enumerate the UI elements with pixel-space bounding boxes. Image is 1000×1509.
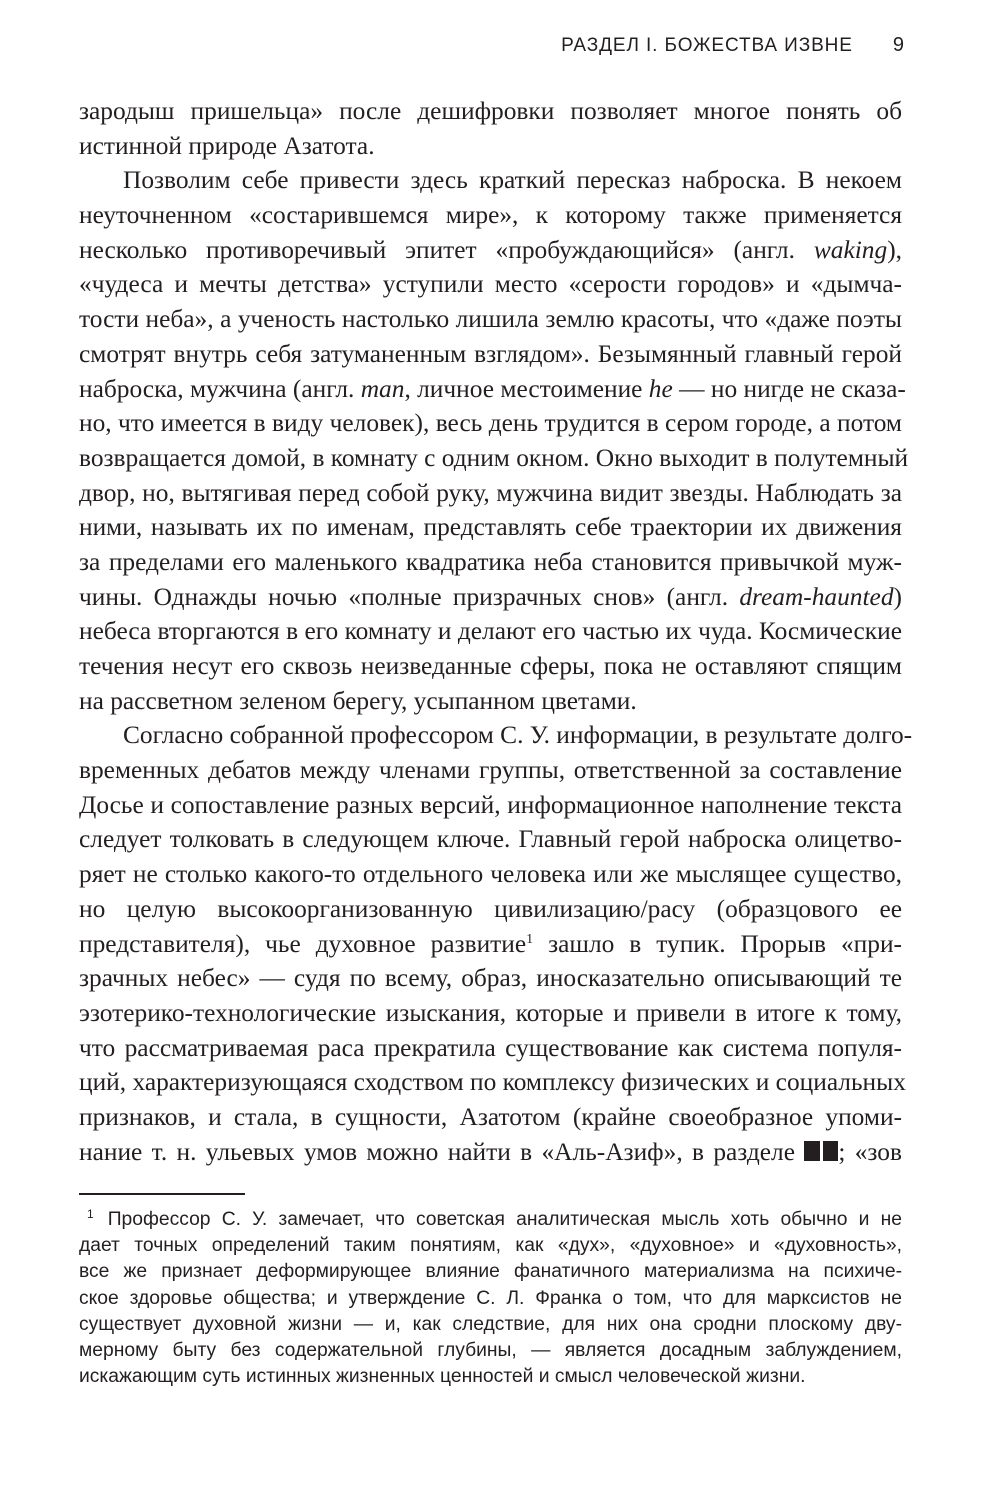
footnote-line: искажающим суть истинных жизненных ценностей и смысл человеческой жизни.: [79, 1366, 806, 1388]
text-line: следует толковать в следующем ключе. Главный герой наброска олицетво-: [79, 825, 902, 854]
text-line: ряет не столько какого-то отдельного человека или же мыслящее существо,: [79, 860, 902, 889]
text-line: что рассматриваемая раса прекратила существование как система популя-: [79, 1033, 902, 1062]
text-line: ними, называть их по именам, представлять себе траектории их движения: [79, 513, 902, 542]
footnote-line: все же признает деформирующее влияние фанатичного материализма на психиче-: [79, 1261, 902, 1283]
text-line: эзотерико-технологические изыскания, которые и привели в итоге к тому,: [79, 998, 902, 1027]
text-line: зародыш пришельца» после дешифровки позволяет многое понять об: [79, 97, 902, 125]
footnote-line: существует духовной жизни — и, как следствие, для них она сродни плоскому дву-: [79, 1313, 902, 1335]
redaction-block-icon: [804, 1141, 838, 1161]
footnote-line: ское здоровье общества; и утверждение С. Л. Франка о том, что для марксистов не: [79, 1287, 902, 1309]
text-line: ций, характеризующаяся сходством по комплексу физических и социальных: [79, 1068, 906, 1097]
section-title: РАЗДЕЛ I. БОЖЕСТВА ИЗВНЕ: [561, 35, 853, 56]
text-run: зашло в тупик. Прорыв «при-: [533, 929, 902, 958]
text-line: [79, 372, 906, 407]
text-line: [79, 233, 902, 268]
running-header: [561, 34, 904, 57]
text-line: но целую высокоорганизованную цивилизацию/расу (образцового ее: [79, 894, 902, 923]
text-line: но, что имеется в виду человек), весь день трудится в сером городе, а потом: [79, 409, 902, 438]
footnote-divider: [79, 1193, 245, 1195]
text-line: временных дебатов между членами группы, ответственной за составление: [79, 756, 902, 785]
text-run: ; «зов: [838, 1137, 902, 1166]
text-line: течения несут его сквозь неизведанные сферы, пока не оставляют спящим: [79, 652, 902, 680]
footnote-mark: 1: [87, 1207, 94, 1221]
text-run: наброска, мужчина (англ.: [79, 374, 361, 403]
text-line: Позволим себе привести здесь краткий пересказ наброска. В некоем: [123, 166, 902, 195]
text-line: двор, но, вытягивая перед собой руку, мужчина видит звезды. Наблюдать за: [79, 478, 902, 507]
text-line: за пределами его маленького квадратика неба становится привычкой муж-: [79, 547, 902, 576]
text-run: нание т. н. ульевых умов можно найти в «Аль-Азиф», в разделе: [79, 1137, 805, 1166]
text-line: на рассветном зеленом берегу, усыпанном цветами.: [79, 686, 637, 715]
text-run: чины. Однажды ночью «полные призрачных снов» (англ.: [79, 582, 740, 611]
italic-term: dream-haunted: [739, 582, 894, 611]
text-line: Досье и сопоставление разных версий, информационное наполнение текста: [79, 790, 902, 819]
text-run: несколько противоречивый эпитет «пробуждающийся» (англ.: [79, 235, 814, 264]
text-line: «чудеса и мечты детства» уступили место «серости городов» и «дымча-: [79, 270, 902, 299]
text-run: Профессор С. У. замечает, что советская аналитическая мысль хоть обычно и не: [107, 1209, 902, 1230]
italic-term: man: [360, 374, 405, 403]
text-line: истинной природе Азатота.: [79, 131, 375, 160]
text-run: — но нигде не сказа-: [672, 374, 906, 403]
text-run: , личное местоимение: [404, 374, 649, 403]
footnote: [79, 1207, 902, 1390]
page-number: 9: [892, 34, 904, 56]
text-line: неуточненном «состарившемся мире», к которому также применяется: [79, 201, 902, 230]
italic-term: waking: [813, 235, 888, 264]
footnote-line: дает точных определений таким понятиям, как «дух», «духовное» и «духовность»,: [79, 1235, 902, 1257]
main-text: [79, 94, 913, 1169]
text-line: [79, 927, 902, 962]
text-line: небеса вторгаются в его комнату и делают его частью их чуда. Космические: [79, 617, 902, 646]
text-line: тости неба», а ученость настолько лишила землю красоты, что «даже поэты: [79, 305, 902, 334]
italic-term: he: [648, 374, 673, 403]
text-run: ),: [887, 235, 902, 264]
text-run: ): [893, 582, 902, 611]
footnote-reference[interactable]: 1: [526, 931, 534, 947]
text-line: возвращается домой, в комнату с одним окном. Окно выходит в полутемный: [79, 443, 909, 472]
text-line: [79, 1135, 902, 1170]
text-line: Согласно собранной профессором С. У. информации, в результате долго-: [123, 721, 913, 750]
text-line: зрачных небес» — судя по всему, образ, иносказательно описывающий те: [79, 964, 902, 993]
text-line: смотрят внутрь себя затуманенным взглядом». Безымянный главный герой: [79, 339, 902, 368]
text-line: [79, 580, 902, 615]
text-line: признаков, и стала, в сущности, Азатотом (крайне своеобразное упоми-: [79, 1102, 902, 1131]
footnote-line: мерному быту без содержательной глубины, — является досадным заблуждением,: [79, 1339, 902, 1361]
text-run: представителя), чье духовное развитие: [79, 929, 527, 958]
footnote-line: [79, 1207, 902, 1233]
